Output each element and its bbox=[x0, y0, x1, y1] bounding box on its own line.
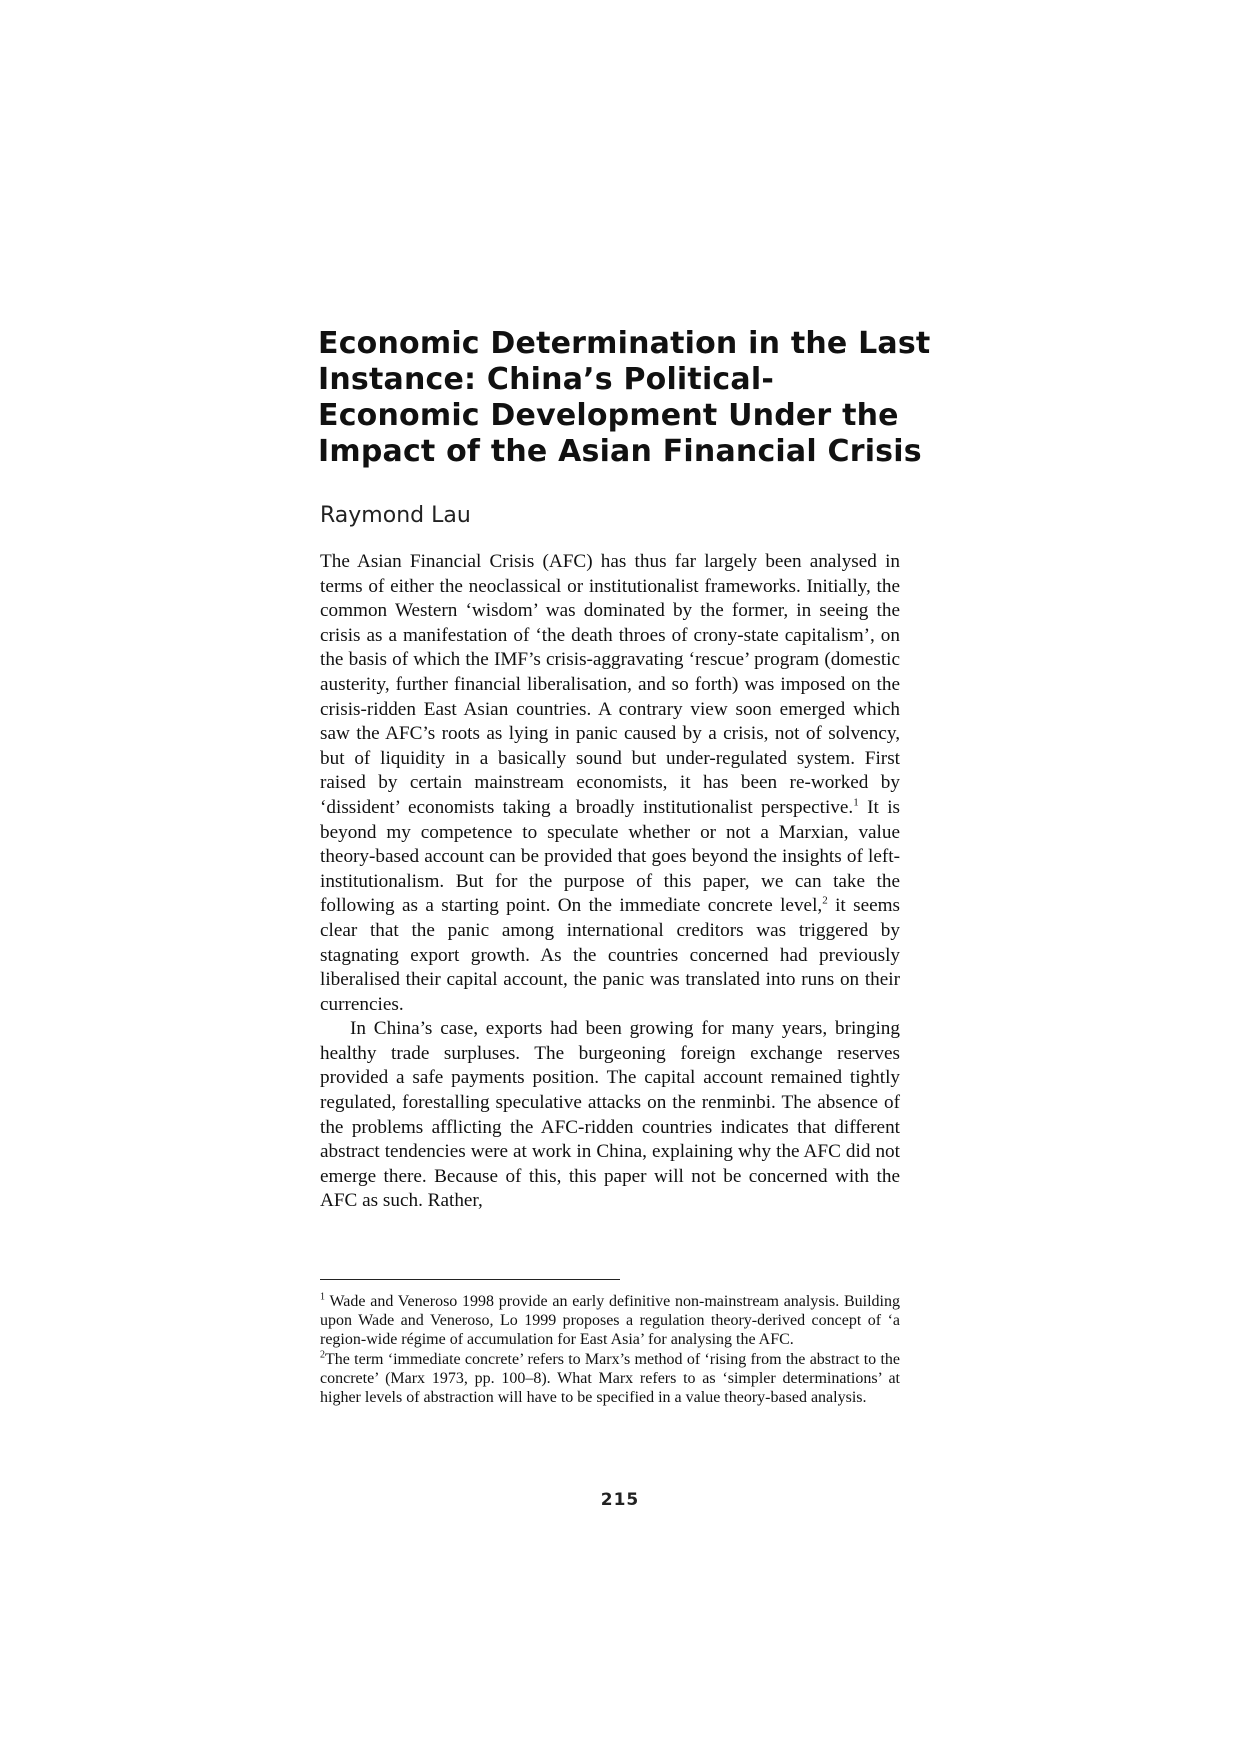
title-line: Instance: China’s Political- bbox=[318, 362, 774, 397]
paragraph-text: it seems clear that the panic among international creditors was triggered by stagnating export growth. As the countries concerned had previously liberalised their capital account, the panic was translated into runs on their currencies. bbox=[320, 895, 901, 1015]
title-line: Economic Development Under the bbox=[318, 398, 899, 433]
page-number: 215 bbox=[600, 1490, 640, 1510]
footnote-reference[interactable]: 2 bbox=[822, 894, 828, 907]
paragraph-text: The Asian Financial Crisis (AFC) has thus far largely been analysed in terms of either the neoclassical or institutionalist frameworks. Initially, the common Western ‘wisdom’ was dominated by the former, in seeing the crisis as a manifestation of ‘the death throes of crony-state capitalism’, on the basis of which the IMF’s crisis-aggravating ‘rescue’ program (domestic austerity, further financial liberalisation, and so forth) was imposed on the crisis-ridden East Asian countries. A contrary view soon emerged which saw the AFC’s roots as lying in panic caused by a crisis, not of solvency, but of liquidity in a basically sound but under-regulated system. First raised by certain mainstream economists, it has been re-worked by ‘dissident’ economists taking a broadly institutionalist perspective. bbox=[320, 551, 900, 818]
title-line: Impact of the Asian Financial Crisis bbox=[318, 434, 922, 469]
footnote-text: The term ‘immediate concrete’ refers to Marx’s method of ‘rising from the abstract to the concrete’ (Marx 1973, pp. 100–8). What Marx refers to as ‘simpler determinations’ at higher levels of abstraction will have to be specified in a value theory-based analysis. bbox=[320, 1350, 900, 1407]
title-line: Economic Determination in the Last bbox=[318, 326, 931, 361]
article-title bbox=[318, 326, 931, 470]
body-paragraph bbox=[320, 550, 900, 1017]
paragraph-text: It is beyond my competence to speculate whether or not a Marxian, value theory-based account can be provided that goes beyond the insights of left-institutionalism. But for the purpose of this paper, we can take the following as a starting point. On the immediate concrete level, bbox=[320, 796, 900, 917]
body-paragraph: In China’s case, exports had been growing for many years, bringing healthy trade surpluses. The burgeoning foreign exchange reserves provided a safe payments position. The capital account remained tightly regulated, forestalling speculative attacks on the renminbi. The absence of the problems afflicting the AFC-ridden countries indicates that different abstract tendencies were at work in China, explaining why the AFC did not emerge there. Because of this, this paper will not be concerned with the AFC as such. Rather, bbox=[320, 1018, 900, 1212]
footnote bbox=[320, 1292, 900, 1350]
footnote-text: Wade and Veneroso 1998 provide an early definitive non-mainstream analysis. Building upon Wade and Veneroso, Lo 1999 proposes a regulation theory-derived concept of ‘a region-wide régime of accumulation for East Asia’ for analysing the AFC. bbox=[320, 1293, 900, 1349]
footnote-reference[interactable]: 1 bbox=[853, 796, 859, 809]
footnote-marker: 1 bbox=[320, 1291, 325, 1303]
author-name: Raymond Lau bbox=[320, 503, 471, 528]
footnote-marker: 2 bbox=[320, 1349, 325, 1361]
article-body bbox=[320, 550, 900, 1214]
footnote bbox=[320, 1350, 900, 1408]
footnotes bbox=[320, 1292, 900, 1407]
footnote-divider bbox=[320, 1279, 620, 1280]
